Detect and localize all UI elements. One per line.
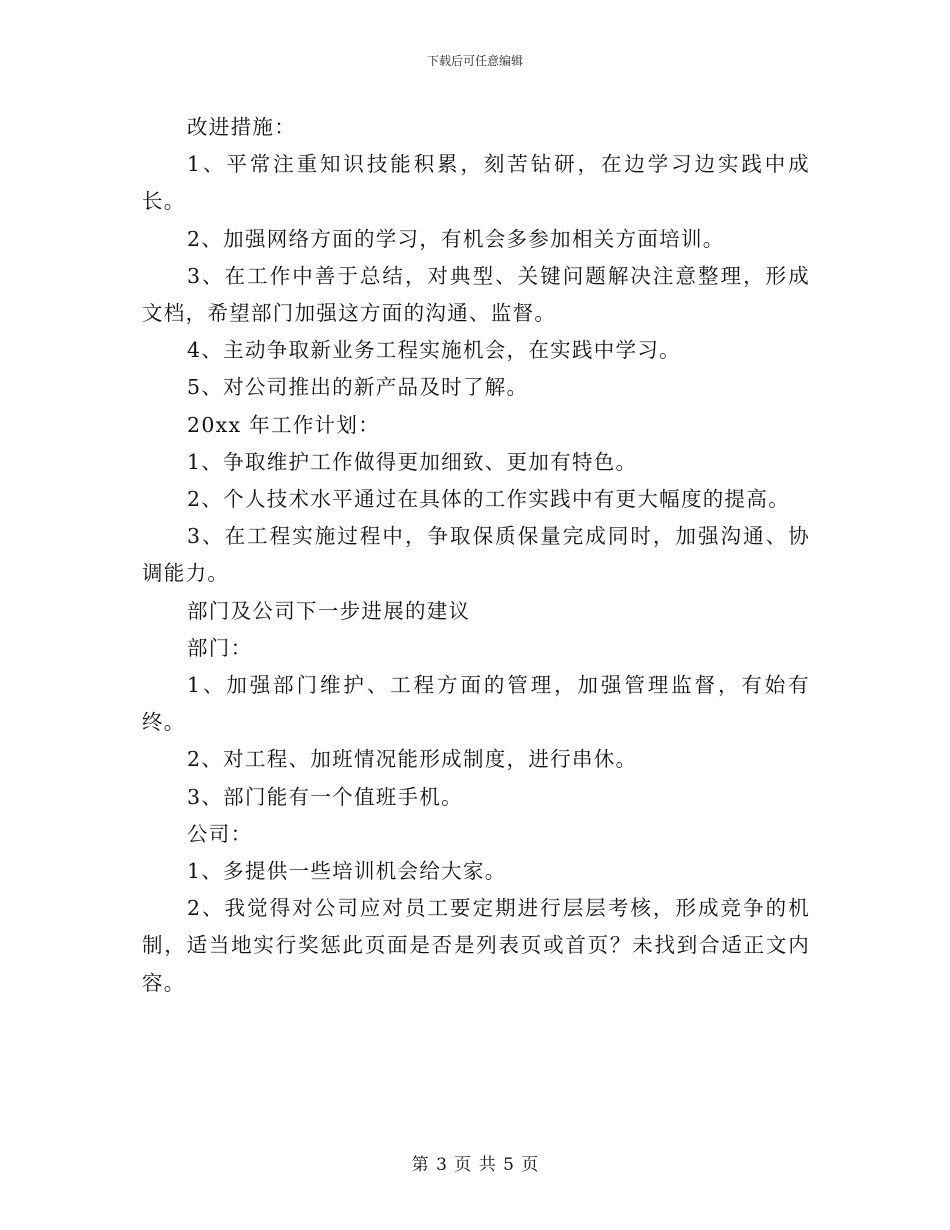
document-body xyxy=(142,109,810,1002)
paragraph-plan-2: 2、个人技术水平通过在具体的工作实践中有更大幅度的提高。 xyxy=(187,487,790,512)
paragraph-plan-3: 3、在工程实施过程中，争取保质保量完成同时，加强沟通、协调能力。 xyxy=(142,524,810,586)
paragraph-suggestions-heading: 部门及公司下一步进展的建议 xyxy=(187,598,471,623)
paragraph-company-heading: 公司： xyxy=(187,821,253,846)
paragraph-improvement-4: 4、主动争取新业务工程实施机会，在实践中学习。 xyxy=(187,338,681,363)
page-number-footer: 第 3 页 共 5 页 xyxy=(411,1155,539,1175)
paragraph-department-heading: 部门： xyxy=(187,635,253,660)
paragraph-company-1: 1、多提供一些培训机会给大家。 xyxy=(187,859,507,884)
paragraph-improvement-2: 2、加强网络方面的学习，有机会多参加相关方面培训。 xyxy=(187,226,725,251)
paragraph-department-2: 2、对工程、加班情况能形成制度，进行串休。 xyxy=(187,747,638,772)
paragraph-improvement-3: 3、在工作中善于总结，对典型、关键问题解决注意整理，形成文档，希望部门加强这方面的沟通、监督。 xyxy=(142,263,810,326)
paragraph-plan-heading: 20xx 年工作计划： xyxy=(187,412,381,437)
paragraph-company-2: 2、我觉得对公司应对员工要定期进行层层考核，形成竞争的机制，适当地实行奖惩此页面是否是列表页或首页？未找到合适正文内容。 xyxy=(142,896,810,995)
paragraph-improvement-heading: 改进措施： xyxy=(187,115,296,139)
paragraph-improvement-1: 1、平常注重知识技能积累，刻苦钻研，在边学习边实践中成长。 xyxy=(142,152,810,214)
paragraph-department-1: 1、加强部门维护、工程方面的管理，加强管理监督，有始有终。 xyxy=(142,673,810,735)
paragraph-improvement-5: 5、对公司推出的新产品及时了解。 xyxy=(187,375,529,400)
paragraph-department-3: 3、部门能有一个值班手机。 xyxy=(187,784,463,809)
page-header-note: 下载后可任意编辑 xyxy=(426,54,523,68)
paragraph-plan-1: 1、争取维护工作做得更加细致、更加有特色。 xyxy=(187,449,638,474)
